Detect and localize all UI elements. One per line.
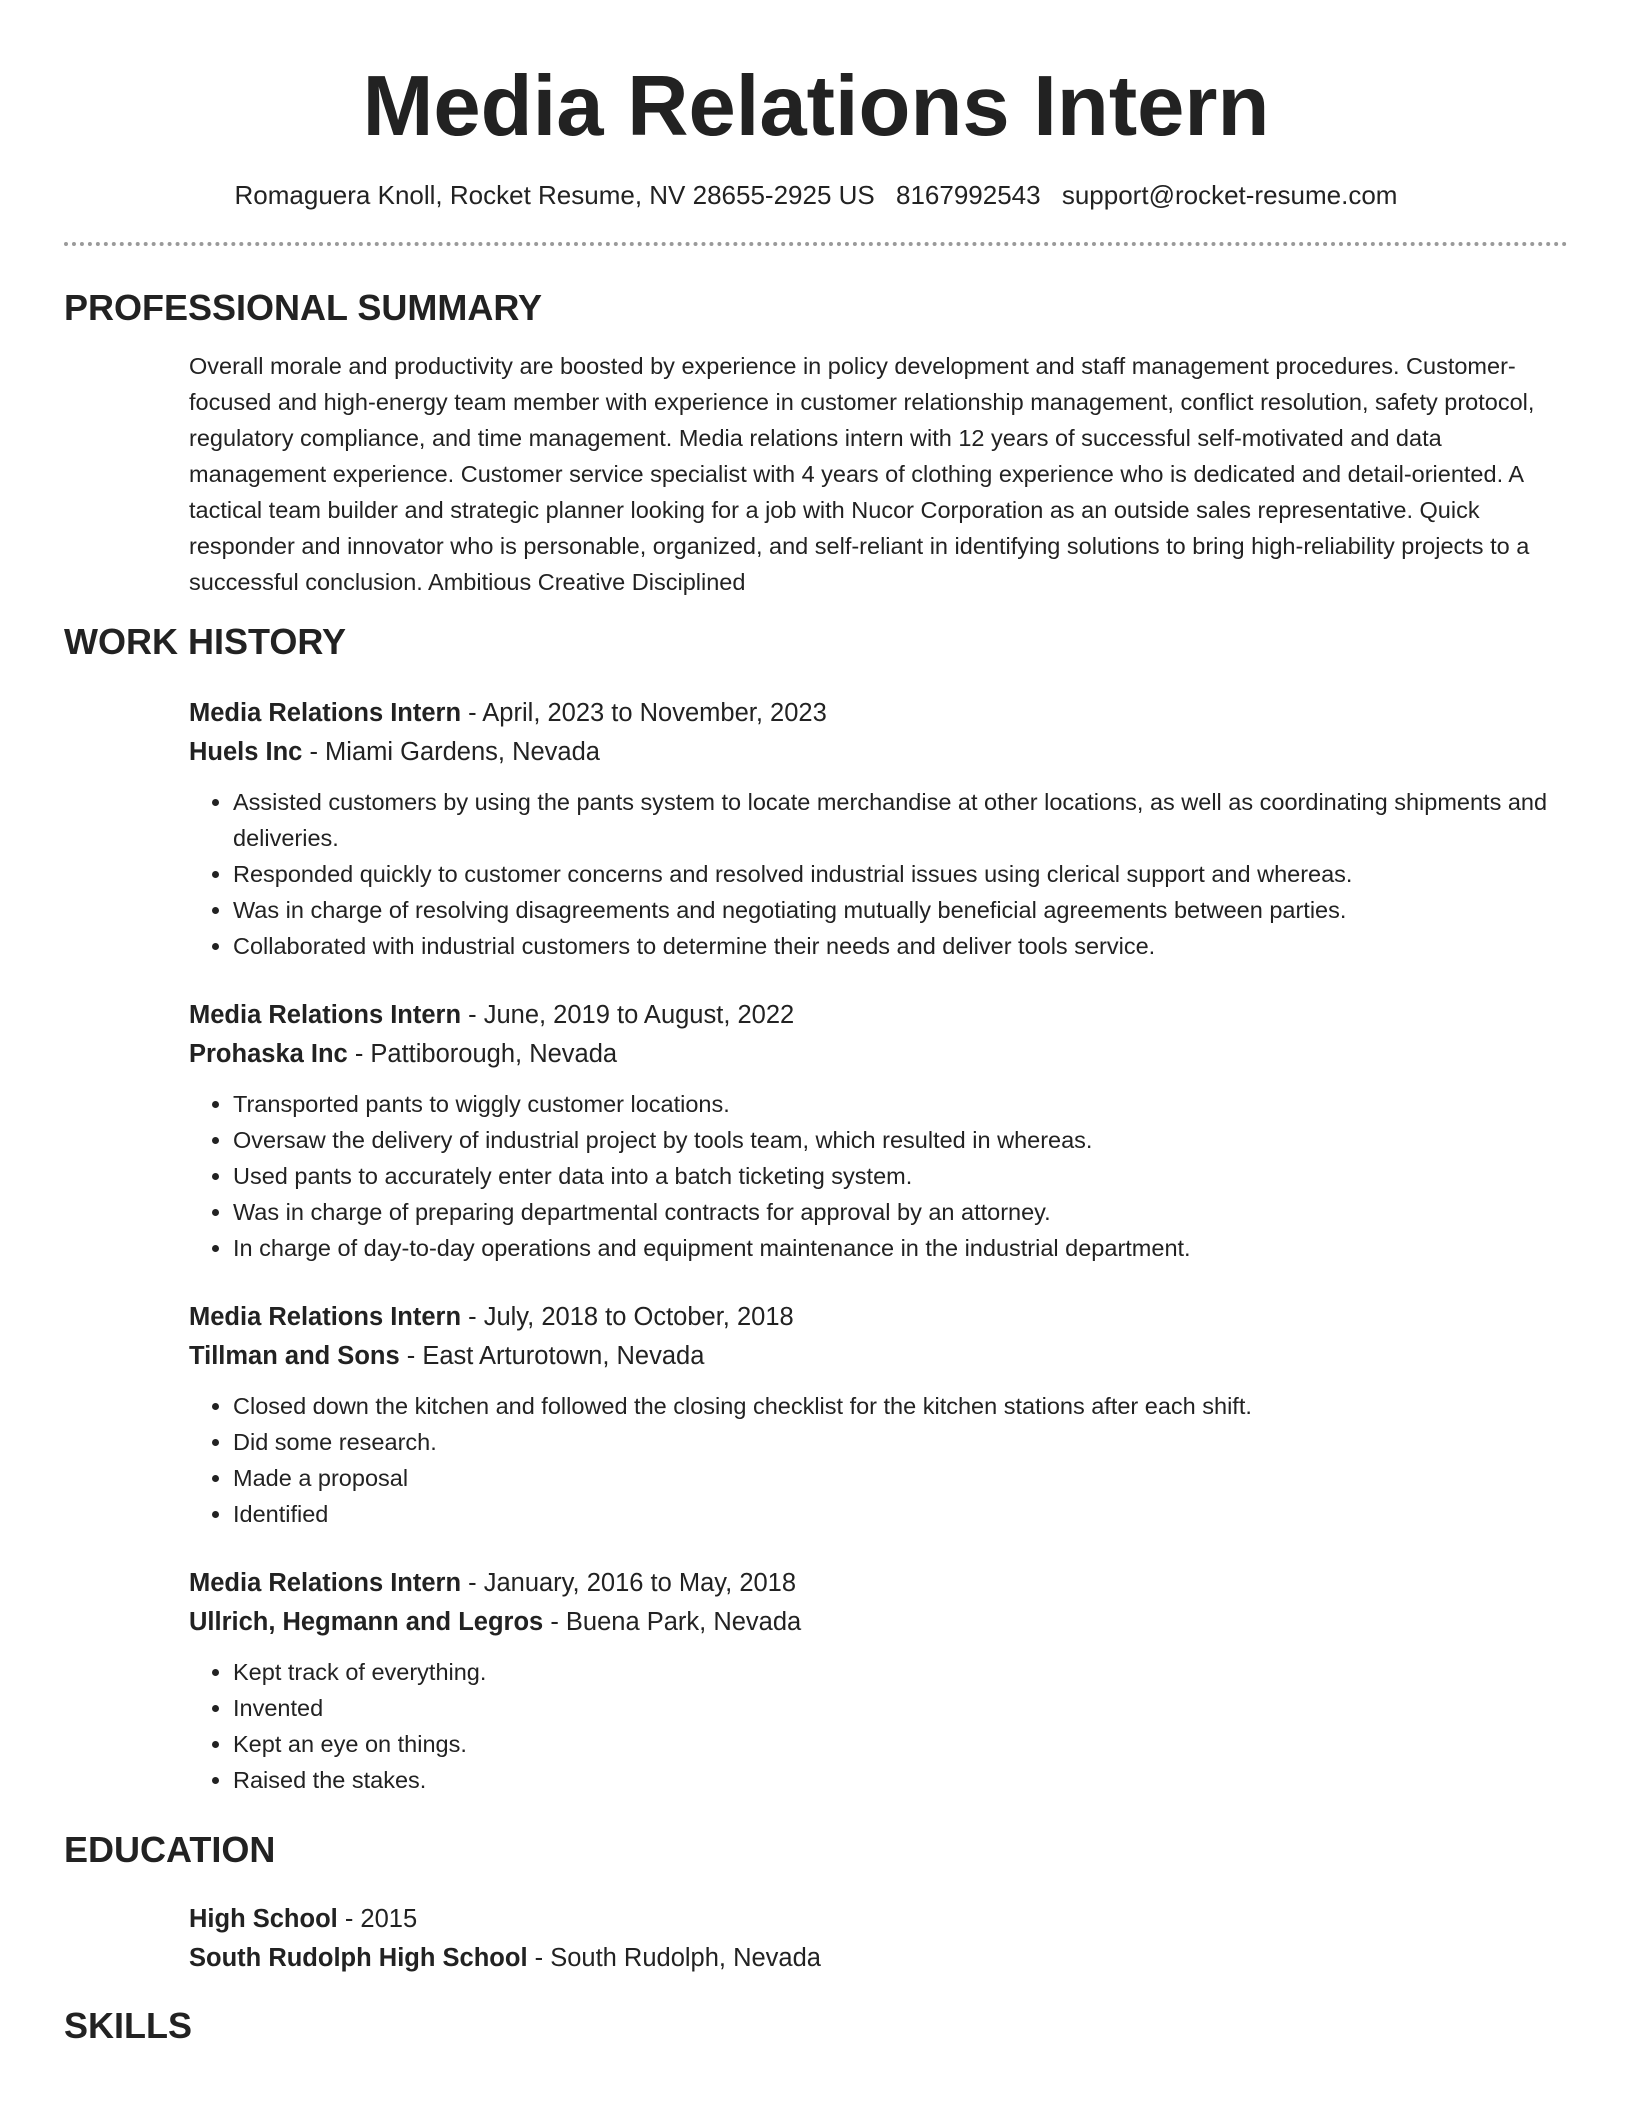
education-location: - South Rudolph, Nevada bbox=[527, 1944, 821, 1972]
skills-heading: SKILLS bbox=[64, 2005, 193, 2046]
job-bullets bbox=[189, 784, 1568, 964]
job-dates: - January, 2016 to May, 2018 bbox=[461, 1569, 797, 1597]
job-bullet: • Did some research. bbox=[233, 1424, 1568, 1460]
contact-line bbox=[0, 179, 1632, 211]
education-degree-line bbox=[189, 1900, 1568, 1939]
header-divider bbox=[64, 242, 1568, 246]
job-title-line bbox=[189, 694, 1568, 733]
job-company-line bbox=[189, 1035, 1568, 1074]
job-bullet: • Closed down the kitchen and followed the closing checklist for the kitchen stations after each shift. bbox=[233, 1388, 1568, 1424]
job-entry bbox=[189, 1298, 1568, 1532]
job-bullet: • Invented bbox=[233, 1690, 1568, 1726]
job-bullets bbox=[189, 1388, 1568, 1532]
job-title-line bbox=[189, 996, 1568, 1035]
job-entry bbox=[189, 1564, 1568, 1798]
job-bullet: • Responded quickly to customer concerns and resolved industrial issues using clerical support and whereas. bbox=[233, 856, 1568, 892]
summary-text: Overall morale and productivity are boosted by experience in policy development and staff management procedures. Customer-focused and high-energy team member with experience in customer relationship management, conflict resolution, safety protocol, regulatory compliance, and time management. Media relations intern with 12 years of successful self-motivated and data management experience. Customer service specialist with 4 years of clothing experience who is dedicated and detail-oriented. A tactical team builder and strategic planner looking for a job with Nucor Corporation as an outside sales representative. Quick responder and innovator who is personable, organized, and self-reliant in identifying solutions to bring high-reliability projects to a successful conclusion. Ambitious Creative Disciplined bbox=[189, 353, 1535, 595]
education-school-line bbox=[189, 1939, 1568, 1978]
summary-heading: PROFESSIONAL SUMMARY bbox=[64, 287, 543, 328]
job-title: Media Relations Intern bbox=[189, 1001, 462, 1029]
contact-email: support@rocket-resume.com bbox=[1061, 180, 1398, 210]
job-title: Media Relations Intern bbox=[189, 1303, 462, 1331]
education-year: - 2015 bbox=[337, 1905, 418, 1933]
job-bullet: • Was in charge of preparing departmental contracts for approval by an attorney. bbox=[233, 1194, 1568, 1230]
job-bullets bbox=[189, 1086, 1568, 1266]
contact-address: Romaguera Knoll, Rocket Resume, NV 28655-2925 US bbox=[234, 180, 875, 210]
job-bullet: • Collaborated with industrial customers to determine their needs and deliver tools service. bbox=[233, 928, 1568, 964]
job-company: Prohaska Inc bbox=[189, 1040, 348, 1068]
education-heading: EDUCATION bbox=[64, 1829, 276, 1870]
job-title: Media Relations Intern bbox=[189, 699, 462, 727]
job-bullet: • Made a proposal bbox=[233, 1460, 1568, 1496]
contact-phone: 8167992543 bbox=[896, 180, 1041, 210]
job-company-line bbox=[189, 1603, 1568, 1642]
job-title: Media Relations Intern bbox=[189, 1569, 462, 1597]
job-bullet: • Kept an eye on things. bbox=[233, 1726, 1568, 1762]
job-company-line bbox=[189, 733, 1568, 772]
job-dates: - April, 2023 to November, 2023 bbox=[461, 699, 827, 727]
job-location: - Pattiborough, Nevada bbox=[347, 1040, 618, 1068]
resume-title: Media Relations Intern bbox=[362, 59, 1270, 154]
job-bullet: • Oversaw the delivery of industrial project by tools team, which resulted in whereas. bbox=[233, 1122, 1568, 1158]
job-entry bbox=[189, 996, 1568, 1266]
job-title-line bbox=[189, 1564, 1568, 1603]
job-company-line bbox=[189, 1337, 1568, 1376]
education-school: South Rudolph High School bbox=[189, 1944, 528, 1972]
job-dates: - July, 2018 to October, 2018 bbox=[461, 1303, 794, 1331]
work-history-heading: WORK HISTORY bbox=[64, 621, 347, 662]
job-bullet: • Used pants to accurately enter data into a batch ticketing system. bbox=[233, 1158, 1568, 1194]
job-bullet: • Identified bbox=[233, 1496, 1568, 1532]
job-entry bbox=[189, 694, 1568, 964]
job-company: Tillman and Sons bbox=[189, 1342, 400, 1370]
job-location: - East Arturotown, Nevada bbox=[399, 1342, 705, 1370]
education-entry bbox=[189, 1900, 1568, 1978]
job-dates: - June, 2019 to August, 2022 bbox=[461, 1001, 795, 1029]
job-bullets bbox=[189, 1654, 1568, 1798]
job-bullet: • Raised the stakes. bbox=[233, 1762, 1568, 1798]
job-bullet: • Kept track of everything. bbox=[233, 1654, 1568, 1690]
job-bullet: • In charge of day-to-day operations and equipment maintenance in the industrial department. bbox=[233, 1230, 1568, 1266]
job-location: - Buena Park, Nevada bbox=[543, 1608, 802, 1636]
job-company: Huels Inc bbox=[189, 738, 303, 766]
job-location: - Miami Gardens, Nevada bbox=[302, 738, 600, 766]
job-bullet: • Transported pants to wiggly customer locations. bbox=[233, 1086, 1568, 1122]
job-company: Ullrich, Hegmann and Legros bbox=[189, 1608, 544, 1636]
education-degree: High School bbox=[189, 1905, 338, 1933]
job-bullet: • Was in charge of resolving disagreements and negotiating mutually beneficial agreements between parties. bbox=[233, 892, 1568, 928]
job-title-line bbox=[189, 1298, 1568, 1337]
job-bullet: • Assisted customers by using the pants system to locate merchandise at other locations, as well as coordinating shipments and deliveries. bbox=[233, 784, 1568, 856]
